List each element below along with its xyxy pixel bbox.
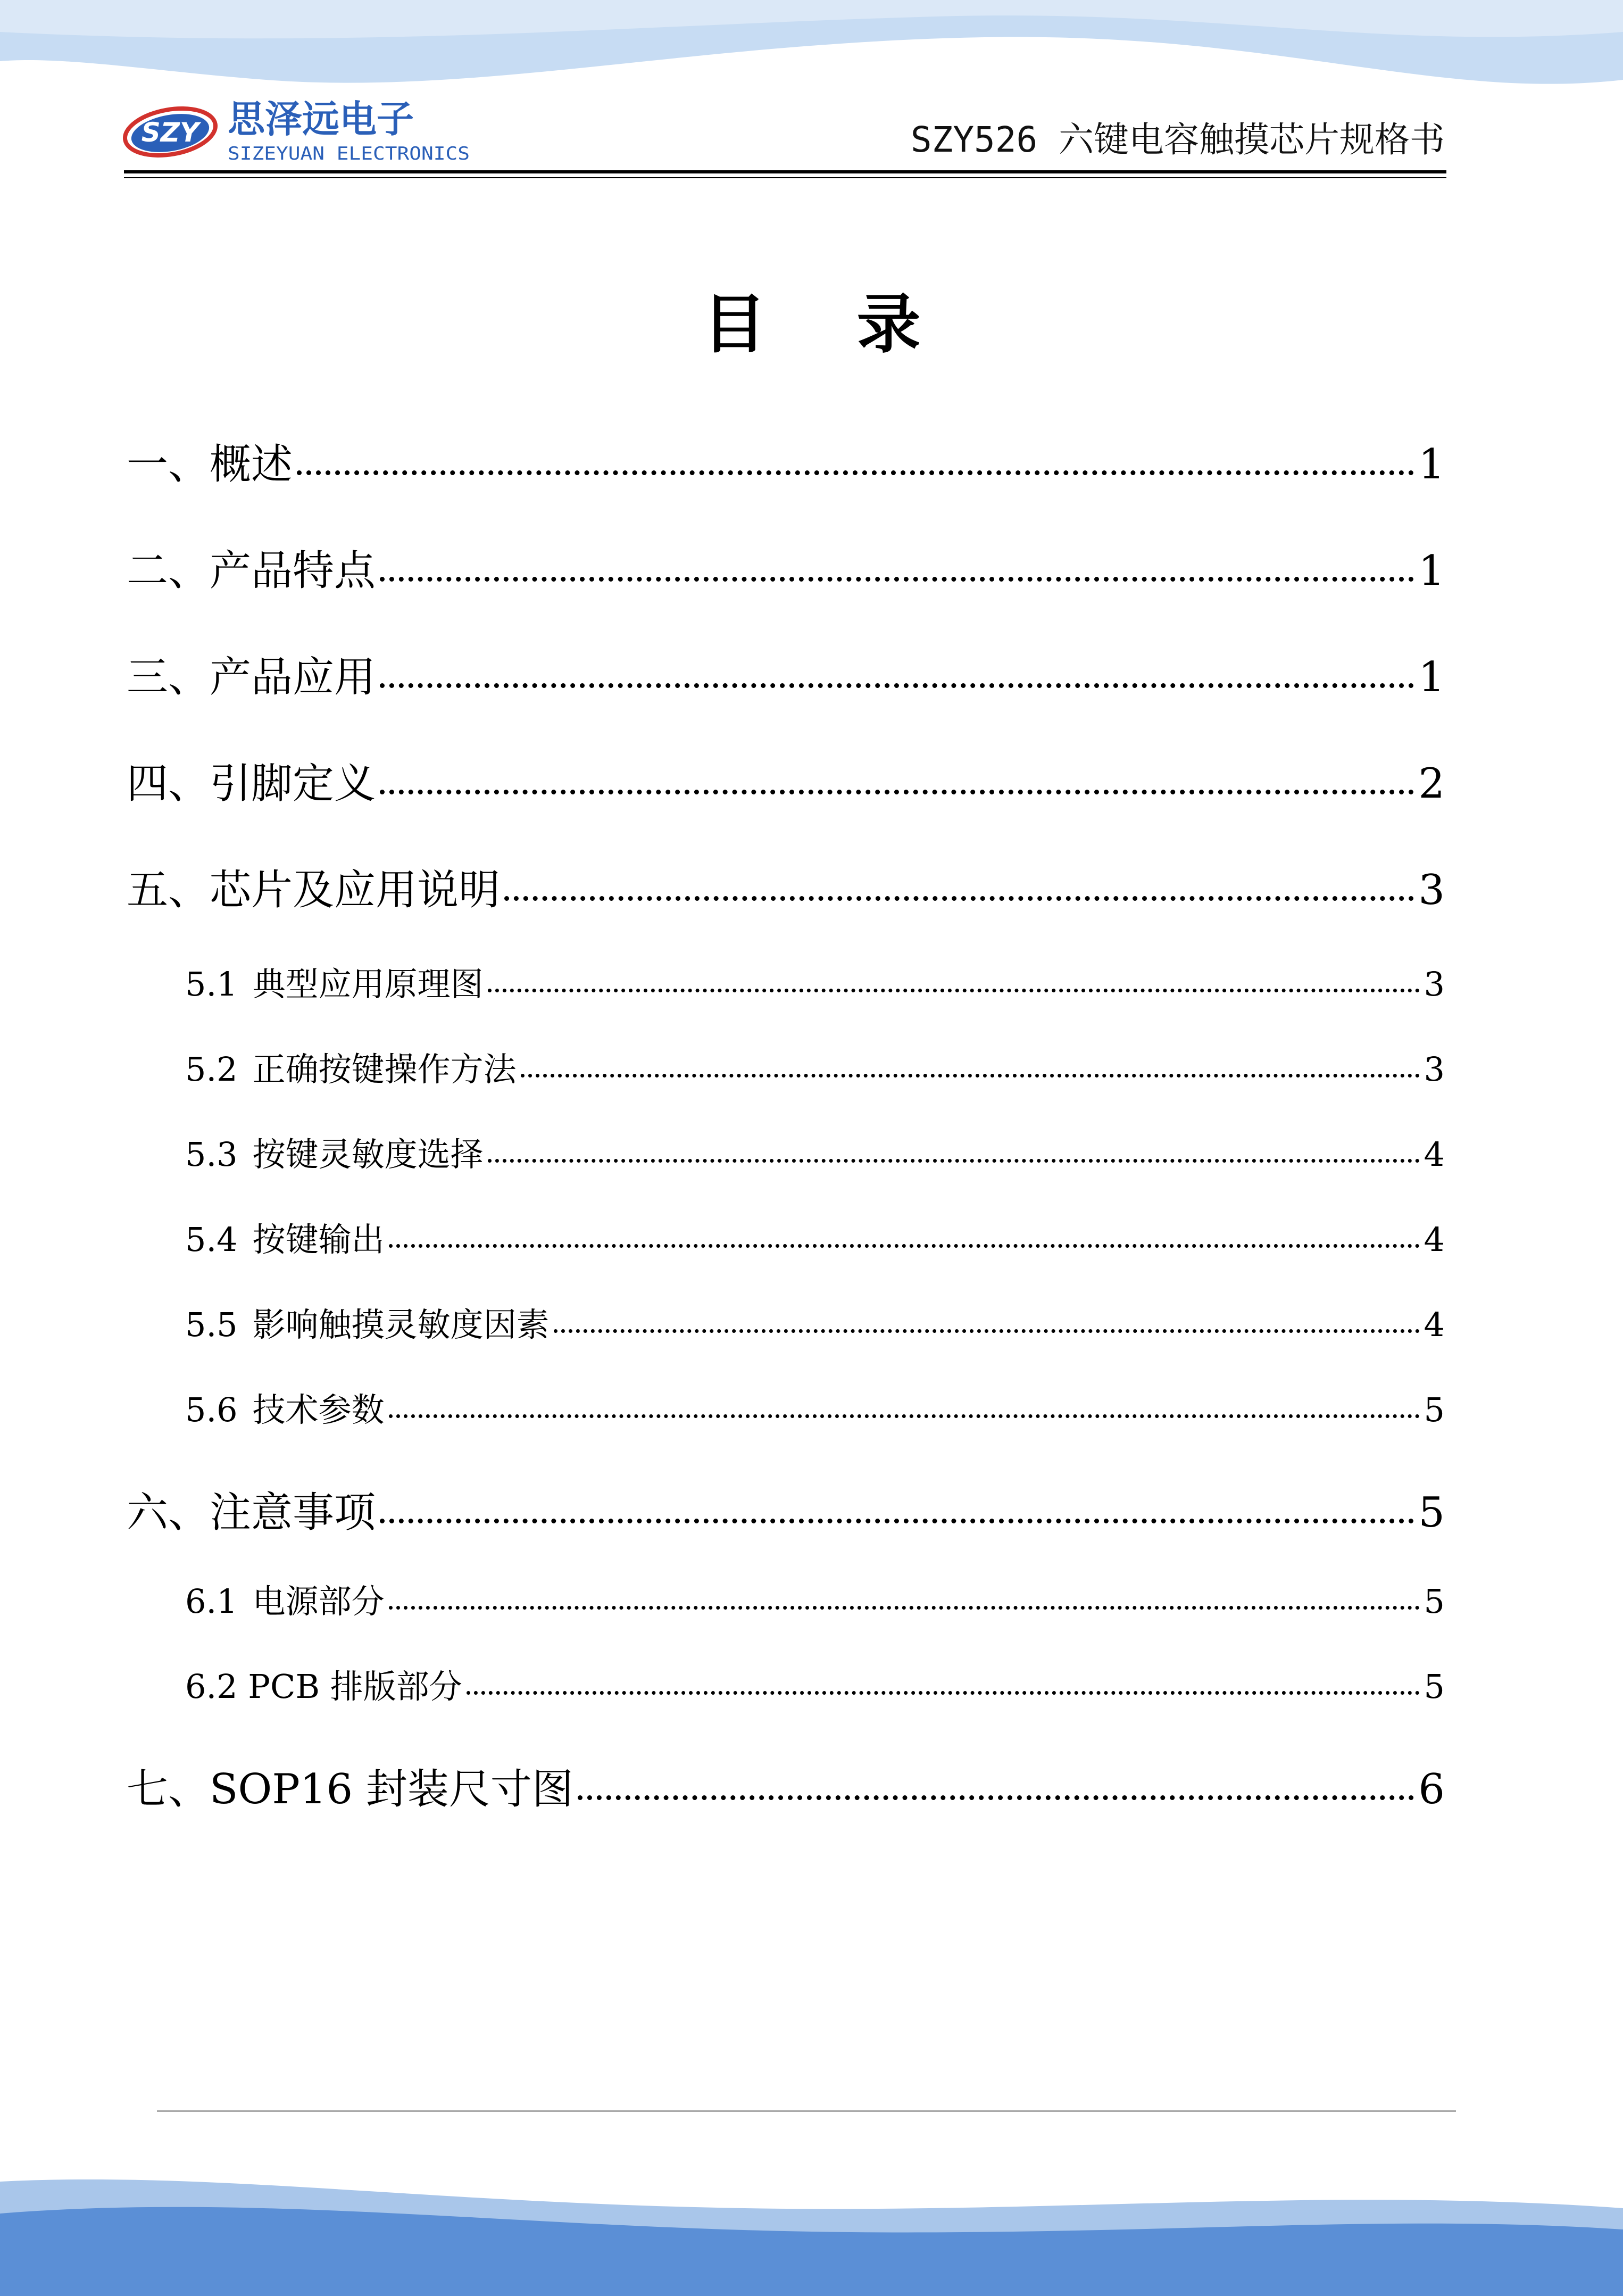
toc-entry-page: 1 (1418, 441, 1445, 488)
dot-leader (380, 1519, 1414, 1523)
toc-entry[interactable] (127, 1756, 1445, 1814)
toc-entry-page: 5 (1424, 1667, 1445, 1706)
toc-entry-text: 六、注意事项 (127, 1489, 376, 1537)
dot-leader (521, 1074, 1420, 1077)
toc-entry-number: 5.5 (185, 1305, 238, 1344)
toc-entry-page: 3 (1424, 1050, 1445, 1089)
toc-entry-text: 五、芯片及应用说明 (127, 866, 501, 914)
dot-leader (389, 1244, 1420, 1248)
toc-entry[interactable] (185, 1128, 1445, 1176)
toc-entry-text: 按键灵敏度选择 (252, 1135, 484, 1174)
toc-entry-text: 三、产品应用 (127, 653, 376, 701)
toc-entry-number: 5.6 (185, 1390, 238, 1429)
dot-leader (578, 1795, 1414, 1800)
toc-entry-label (185, 1043, 517, 1090)
toc-entry-text: 七、SOP16 封装尺寸图 (127, 1765, 573, 1813)
toc-entry-page: 5 (1418, 1489, 1445, 1537)
dot-leader (488, 1159, 1420, 1163)
toc-entry-page: 4 (1424, 1220, 1445, 1259)
toc-entry-page: 3 (1418, 866, 1445, 914)
toc-entry-label (185, 1298, 550, 1346)
toc-entry-label (185, 958, 484, 1005)
header-rule (124, 170, 1446, 173)
toc-entry[interactable] (185, 1043, 1445, 1091)
toc-entry-label (127, 537, 376, 597)
header-wave (0, 0, 1623, 106)
logo-name-cn: 思泽远电子 (228, 97, 414, 141)
toc-entry-label (127, 431, 293, 491)
toc-entry-text: 按键输出 (252, 1220, 385, 1259)
toc-entry-label (127, 857, 500, 916)
toc-entry-number: 5.1 (185, 965, 238, 1004)
toc-entry[interactable] (127, 537, 1445, 596)
company-logo (122, 95, 473, 169)
toc-entry-label (127, 750, 376, 810)
dot-leader (504, 896, 1414, 901)
document-title: SZY526 六键电容触摸芯片规格书 (910, 119, 1445, 160)
toc-entry-text: 典型应用原理图 (252, 965, 484, 1004)
toc-entry-page: 1 (1418, 547, 1445, 595)
toc-entry[interactable] (185, 1660, 1445, 1708)
toc-entry-label (127, 1756, 573, 1816)
toc-entry-number: 5.3 (185, 1135, 238, 1174)
toc-entry-text: 影响触摸灵敏度因素 (252, 1305, 550, 1344)
dot-leader (380, 790, 1414, 794)
toc-entry-page: 4 (1424, 1135, 1445, 1174)
toc-entry[interactable] (127, 750, 1445, 809)
dot-leader (297, 470, 1414, 475)
toc-entry-number: 6.1 (185, 1582, 238, 1621)
toc-entry-label (185, 1128, 484, 1175)
toc-entry-page: 1 (1418, 653, 1445, 701)
toc-entry-page: 6 (1418, 1765, 1445, 1813)
dot-leader (389, 1414, 1420, 1418)
dot-leader (488, 989, 1420, 992)
header-rule-thin (124, 177, 1446, 178)
toc-entry[interactable] (185, 958, 1445, 1006)
dot-leader (380, 577, 1414, 582)
toc-entry-label (185, 1383, 385, 1431)
toc-entry[interactable] (127, 857, 1445, 915)
dot-leader (389, 1606, 1420, 1610)
toc-entry-text: 6.2 PCB 排版部分 (185, 1667, 462, 1706)
logo-mark-text: SZY (141, 117, 199, 148)
toc-entry-label (185, 1213, 385, 1261)
toc-entry[interactable] (127, 1479, 1445, 1538)
toc-entry-text: 技术参数 (252, 1390, 385, 1429)
toc-entry-label (185, 1660, 462, 1708)
dot-leader (467, 1691, 1420, 1695)
logo-name-en: SIZEYUAN ELECTRONICS (228, 143, 470, 164)
toc-entry[interactable] (127, 644, 1445, 702)
toc-entry-page: 4 (1424, 1305, 1445, 1344)
toc-entry-text: 电源部分 (252, 1582, 385, 1621)
toc-entry[interactable] (185, 1575, 1445, 1623)
toc-entry[interactable] (185, 1298, 1445, 1346)
toc-entry-label (127, 644, 376, 703)
toc-entry-text: 二、产品特点 (127, 547, 376, 595)
toc-entry-text: 四、引脚定义 (127, 760, 376, 808)
toc-entry[interactable] (185, 1383, 1445, 1431)
toc-entry-label (127, 1479, 376, 1539)
toc-entry-label (185, 1575, 385, 1622)
dot-leader (554, 1329, 1420, 1333)
dot-leader (380, 683, 1414, 688)
toc-entry[interactable] (127, 431, 1445, 490)
toc-entry-text: 正确按键操作方法 (252, 1050, 517, 1089)
toc-entry-number: 5.4 (185, 1220, 238, 1259)
toc-entry-page: 5 (1424, 1582, 1445, 1621)
toc-entry-page: 2 (1418, 760, 1445, 808)
toc-title: 目录 (702, 287, 1011, 362)
footer-rule (157, 2110, 1456, 2112)
toc-entry[interactable] (185, 1213, 1445, 1261)
toc-entry-page: 3 (1424, 965, 1445, 1004)
toc-entry-text: 一、概述 (127, 441, 293, 488)
toc-entry-page: 5 (1424, 1390, 1445, 1429)
toc-entry-number: 5.2 (185, 1050, 238, 1089)
footer-wave (0, 2171, 1623, 2296)
